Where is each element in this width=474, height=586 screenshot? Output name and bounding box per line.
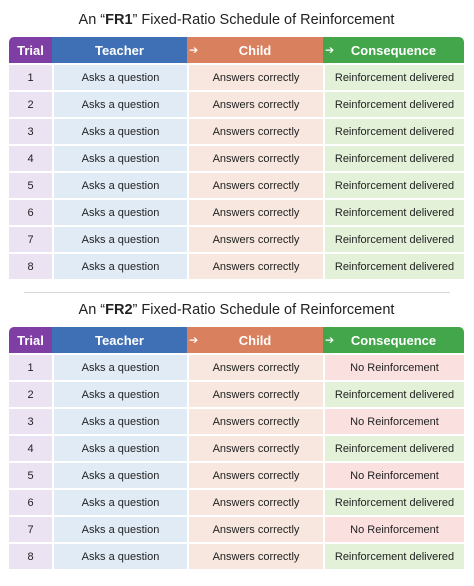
consequence-cell: No Reinforcement	[323, 515, 464, 542]
teacher-cell: Asks a question	[52, 542, 187, 569]
child-cell: Answers correctly	[187, 63, 323, 90]
table-row	[9, 252, 464, 279]
trial-cell: 6	[9, 198, 52, 225]
col-header-child: ➔ Child	[187, 37, 323, 63]
fr2-table	[9, 327, 464, 569]
child-cell: Answers correctly	[187, 515, 323, 542]
child-cell: Answers correctly	[187, 252, 323, 279]
fr1-header-row	[9, 37, 464, 63]
consequence-cell: Reinforcement delivered	[323, 225, 464, 252]
trial-cell: 7	[9, 225, 52, 252]
teacher-cell: Asks a question	[52, 144, 187, 171]
fr2-section	[9, 300, 464, 569]
col-header-consequence: ➔ Consequence	[323, 327, 464, 353]
child-cell: Answers correctly	[187, 461, 323, 488]
consequence-cell: Reinforcement delivered	[323, 117, 464, 144]
trial-cell: 8	[9, 542, 52, 569]
fr2-title-bold: FR2	[105, 302, 133, 318]
consequence-cell: Reinforcement delivered	[323, 90, 464, 117]
trial-cell: 1	[9, 353, 52, 380]
fr1-section	[9, 10, 464, 279]
table-row	[9, 353, 464, 380]
trial-cell: 1	[9, 63, 52, 90]
fr2-body	[9, 353, 464, 569]
teacher-cell: Asks a question	[52, 461, 187, 488]
col-header-child: ➔ Child	[187, 327, 323, 353]
child-cell: Answers correctly	[187, 380, 323, 407]
table-row	[9, 63, 464, 90]
arrow-right-icon: ➔	[189, 44, 199, 57]
arrow-right-icon: ➔	[325, 44, 335, 57]
child-cell: Answers correctly	[187, 488, 323, 515]
table-row	[9, 198, 464, 225]
teacher-cell: Asks a question	[52, 63, 187, 90]
child-cell: Answers correctly	[187, 144, 323, 171]
table-row	[9, 144, 464, 171]
consequence-cell: Reinforcement delivered	[323, 198, 464, 225]
trial-cell: 4	[9, 434, 52, 461]
teacher-cell: Asks a question	[52, 515, 187, 542]
fr1-title: An “FR1” Fixed-Ratio Schedule of Reinforcement	[78, 12, 395, 28]
col-header-trial: Trial	[9, 327, 52, 353]
arrow-right-icon: ➔	[325, 334, 335, 347]
trial-cell: 2	[9, 380, 52, 407]
teacher-cell: Asks a question	[52, 407, 187, 434]
child-cell: Answers correctly	[187, 198, 323, 225]
teacher-cell: Asks a question	[52, 380, 187, 407]
table-row	[9, 90, 464, 117]
col-header-trial: Trial	[9, 37, 52, 63]
table-row	[9, 171, 464, 198]
consequence-cell: No Reinforcement	[323, 461, 464, 488]
child-cell: Answers correctly	[187, 171, 323, 198]
col-header-teacher: Teacher	[52, 327, 187, 353]
trial-cell: 5	[9, 171, 52, 198]
child-cell: Answers correctly	[187, 90, 323, 117]
trial-cell: 3	[9, 117, 52, 144]
table-row	[9, 380, 464, 407]
consequence-cell: Reinforcement delivered	[323, 488, 464, 515]
col-header-teacher: Teacher	[52, 37, 187, 63]
table-row	[9, 461, 464, 488]
table-row	[9, 488, 464, 515]
teacher-cell: Asks a question	[52, 171, 187, 198]
trial-cell: 3	[9, 407, 52, 434]
child-cell: Answers correctly	[187, 117, 323, 144]
fr1-body	[9, 63, 464, 279]
consequence-cell: Reinforcement delivered	[323, 144, 464, 171]
teacher-cell: Asks a question	[52, 117, 187, 144]
arrow-right-icon: ➔	[189, 334, 199, 347]
child-cell: Answers correctly	[187, 542, 323, 569]
trial-cell: 5	[9, 461, 52, 488]
teacher-cell: Asks a question	[52, 198, 187, 225]
trial-cell: 8	[9, 252, 52, 279]
trial-cell: 4	[9, 144, 52, 171]
table-row	[9, 542, 464, 569]
col-header-consequence: ➔ Consequence	[323, 37, 464, 63]
trial-cell: 7	[9, 515, 52, 542]
table-row	[9, 225, 464, 252]
table-row	[9, 515, 464, 542]
teacher-cell: Asks a question	[52, 90, 187, 117]
teacher-cell: Asks a question	[52, 353, 187, 380]
trial-cell: 2	[9, 90, 52, 117]
fr2-title: An “FR2” Fixed-Ratio Schedule of Reinforcement	[78, 302, 395, 318]
teacher-cell: Asks a question	[52, 488, 187, 515]
table-row	[9, 117, 464, 144]
fr1-title-bold: FR1	[105, 12, 133, 28]
table-row	[9, 434, 464, 461]
section-divider	[24, 292, 450, 293]
child-cell: Answers correctly	[187, 434, 323, 461]
consequence-cell: Reinforcement delivered	[323, 434, 464, 461]
table-row	[9, 407, 464, 434]
consequence-cell: No Reinforcement	[323, 407, 464, 434]
teacher-cell: Asks a question	[52, 252, 187, 279]
consequence-cell: Reinforcement delivered	[323, 63, 464, 90]
trial-cell: 6	[9, 488, 52, 515]
fr2-header-row	[9, 327, 464, 353]
consequence-cell: Reinforcement delivered	[323, 252, 464, 279]
child-cell: Answers correctly	[187, 225, 323, 252]
teacher-cell: Asks a question	[52, 434, 187, 461]
consequence-cell: No Reinforcement	[323, 353, 464, 380]
consequence-cell: Reinforcement delivered	[323, 542, 464, 569]
child-cell: Answers correctly	[187, 353, 323, 380]
consequence-cell: Reinforcement delivered	[323, 380, 464, 407]
fr1-table	[9, 37, 464, 279]
child-cell: Answers correctly	[187, 407, 323, 434]
consequence-cell: Reinforcement delivered	[323, 171, 464, 198]
teacher-cell: Asks a question	[52, 225, 187, 252]
